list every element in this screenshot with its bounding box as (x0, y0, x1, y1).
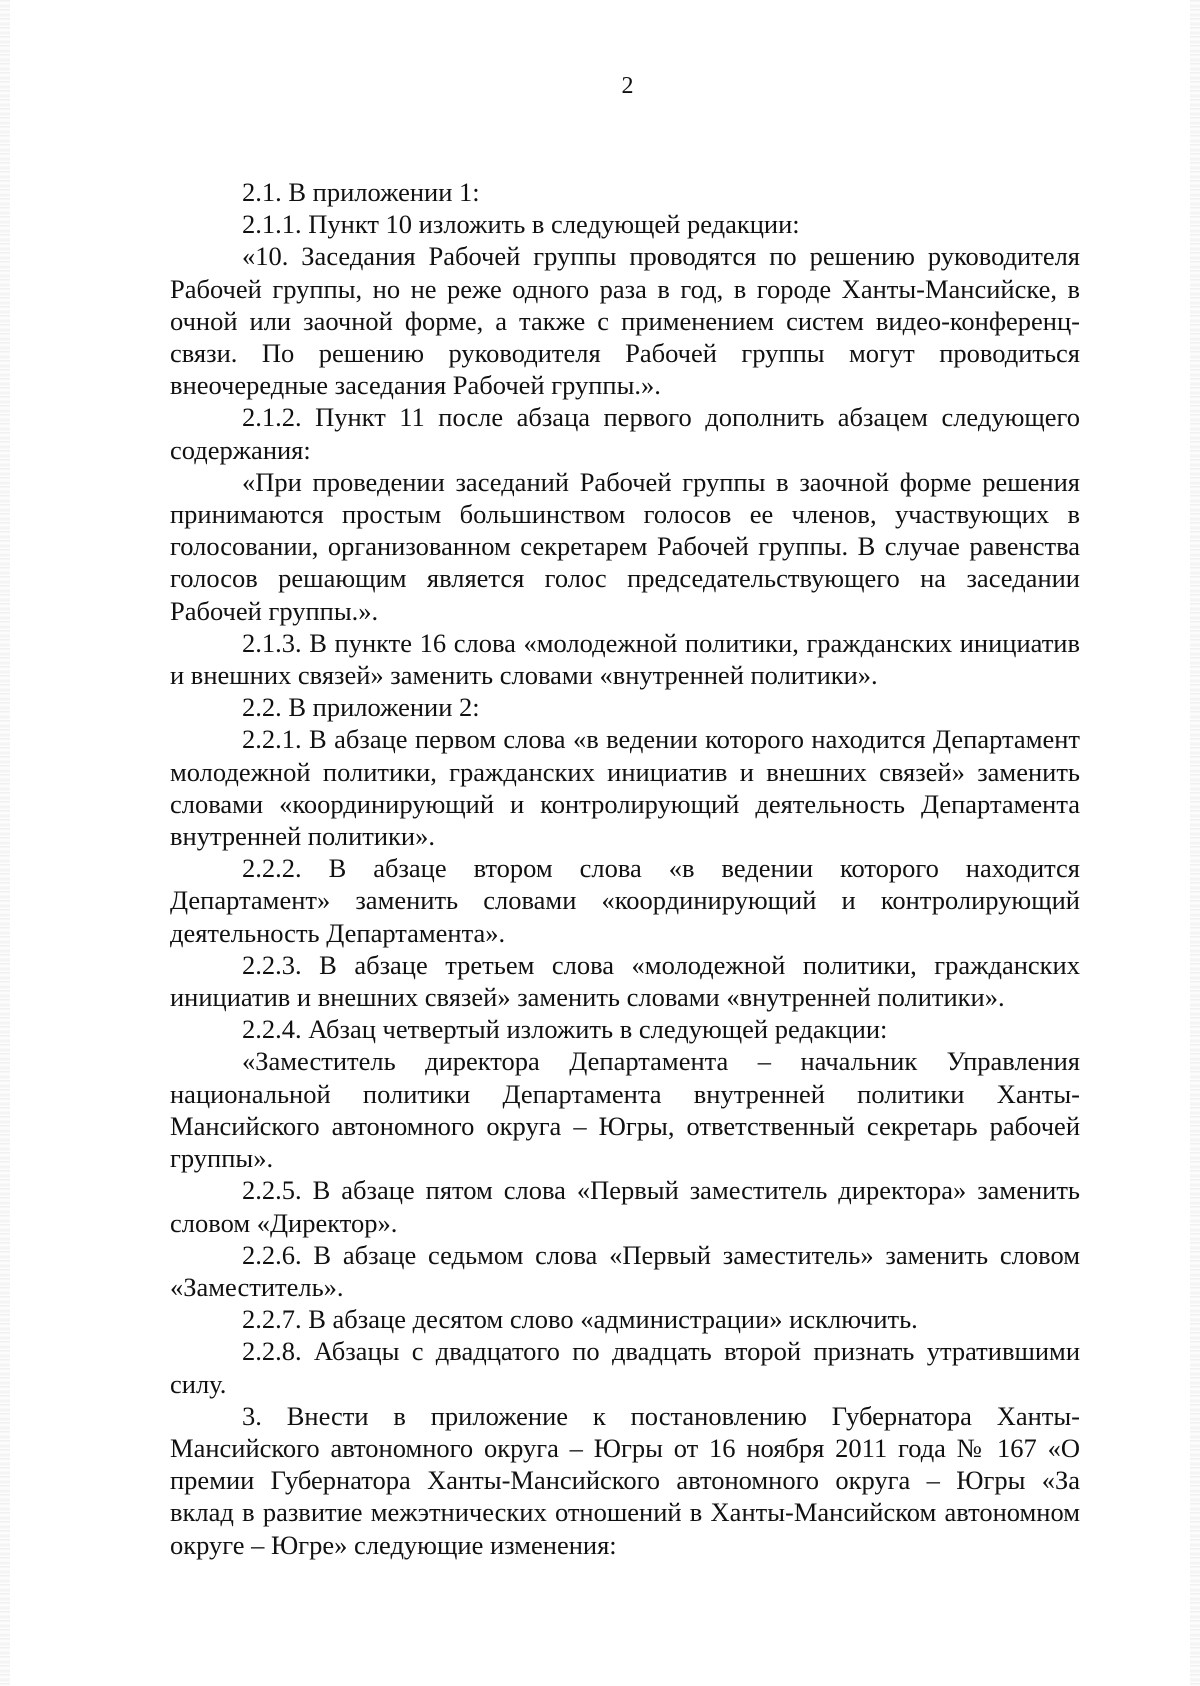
scan-edge-right (1190, 0, 1200, 1686)
paragraph-2-2: 2.2. В приложении 2: (242, 692, 480, 723)
paragraph-3: 3. Внести в приложение к постановлению Губернатора Ханты-Мансийского автономного округа – Югры от 16 ноября 2011 года № 167 «О премии Губернатора Ханты-Мансийского автономного округа – Югры «За вклад в развитие межэтнических отношений в Ханты-Мансийском автономном округе – Югре» следующие изменения: (170, 1400, 1080, 1560)
scan-edge-left (0, 0, 10, 1686)
paragraph-2-1-2: 2.1.2. Пункт 11 после абзаца первого дополнить абзацем следующего содержания: (170, 402, 1080, 465)
paragraph-2-2-4: 2.2.4. Абзац четвертый изложить в следующей редакции: (242, 1014, 888, 1045)
paragraph-2-2-6: 2.2.6. В абзаце седьмом слова «Первый заместитель» заменить словом «Заместитель». (170, 1239, 1080, 1302)
document-body (170, 176, 1080, 1561)
paragraph-2-2-1: 2.2.1. В абзаце первом слова «в ведении которого находится Департамент молодежной политики, гражданских инициатив и внешних связей» заменить словами «координирующий и контролирующий деятельность Департамента внутренней политики». (170, 724, 1080, 852)
paragraph-2-1-1: 2.1.1. Пункт 10 изложить в следующей редакции: (242, 209, 800, 240)
paragraph-2-2-5: 2.2.5. В абзаце пятом слова «Первый заместитель директора» заменить словом «Директор». (170, 1175, 1080, 1238)
paragraph-quote-zamestitel: «Заместитель директора Департамента – начальник Управления национальной политики Департамента внутренней политики Ханты-Мансийского автономного округа – Югры, ответственный секретарь рабочей группы». (170, 1046, 1080, 1174)
paragraph-2-2-2: 2.2.2. В абзаце втором слова «в ведении которого находится Департамент» заменить словами «координирующий и контролирующий деятельность Департамента». (170, 853, 1080, 948)
paragraph-2-2-3: 2.2.3. В абзаце третьем слова «молодежной политики, гражданских инициатив и внешних связей» заменить словами «внутренней политики». (170, 949, 1080, 1013)
paragraph-quote-zaochnaya: «При проведении заседаний Рабочей группы в заочной форме решения принимаются простым большинством голосов ее членов, участвующих в голосовании, организованном секретарем Рабочей группы. В случае равенства голосов решающим является голос председательствующего на заседании Рабочей группы.». (170, 466, 1080, 626)
paragraph-2-1: 2.1. В приложении 1: (242, 177, 480, 207)
paragraph-2-1-3: 2.1.3. В пункте 16 слова «молодежной политики, гражданских инициатив и внешних связей» заменить словами «внутренней политики». (170, 627, 1080, 691)
paragraph-2-2-7: 2.2.7. В абзаце десятом слово «администрации» исключить. (242, 1304, 918, 1335)
paragraph-quote-10: «10. Заседания Рабочей группы проводятся по решению руководителя Рабочей группы, но не реже одного раза в год, в городе Ханты-Мансийске, в очной или заочной форме, а также с применением систем видео-конференц-связи. По решению руководителя Рабочей группы могут проводиться внеочередные заседания Рабочей группы.». (170, 241, 1080, 401)
paragraph-2-2-8: 2.2.8. Абзацы с двадцатого по двадцать второй признать утратившими силу. (170, 1336, 1080, 1399)
page-number: 2 (621, 73, 634, 99)
